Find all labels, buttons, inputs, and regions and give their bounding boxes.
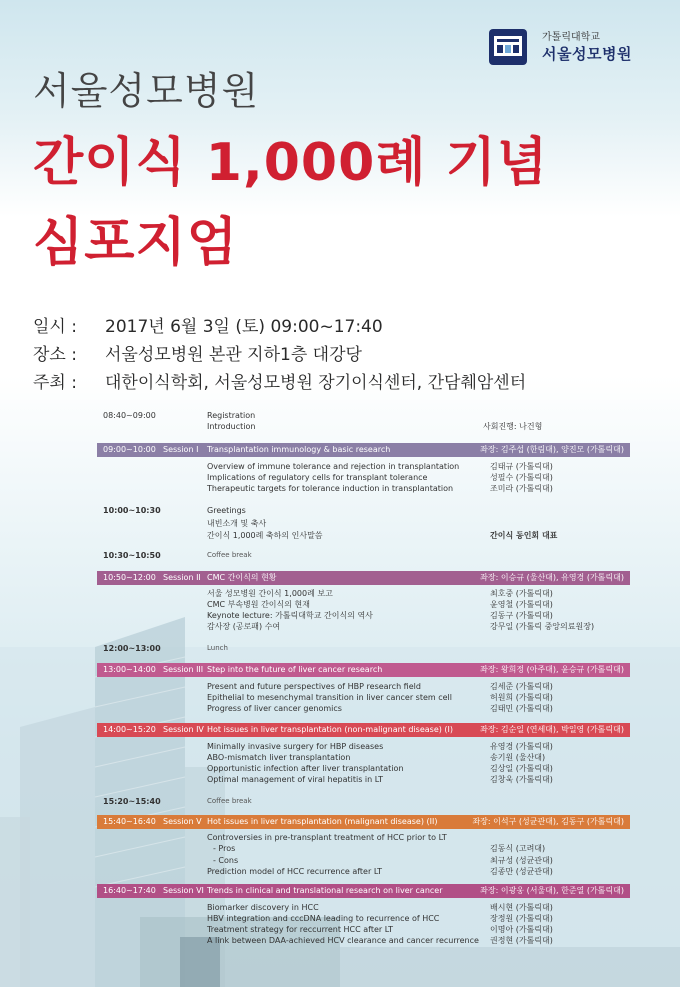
chair: 좌장: 이석구 (성균관대), 김동구 (가톨릭대) <box>472 817 624 826</box>
talk-title: Biomarker discovery in HCC <box>207 903 319 912</box>
speaker: 최호중 (가톨릭대) <box>490 589 553 598</box>
title-main: 간이식 1,000례 기념 <box>33 133 549 193</box>
info-key: 장소 : <box>33 345 77 365</box>
talk-row <box>97 610 630 621</box>
session-title: CMC 간이식의 현황 <box>207 573 277 582</box>
session-title: Trends in clinical and translational research on liver cancer <box>207 886 443 895</box>
talk-row <box>97 855 630 866</box>
session-bar-6 <box>97 884 630 898</box>
talk-title: Optimal management of viral hepatitis in LT <box>207 775 383 784</box>
speaker: 조미라 (가톨릭대) <box>490 484 553 493</box>
talk-row <box>97 843 630 854</box>
talk-row <box>97 703 630 714</box>
talk-row <box>97 599 630 610</box>
time: 12:00~13:00 <box>103 644 161 653</box>
speaker: 김태민 (가톨릭대) <box>490 704 553 713</box>
speaker: 간이식 동인회 대표 <box>490 531 558 540</box>
time: 10:50~12:00 <box>103 573 156 582</box>
talk-title: 감사장 (공로패) 수여 <box>207 622 281 631</box>
info-value: 2017년 6월 3일 (토) 09:00~17:40 <box>105 317 383 337</box>
time: 10:30~10:50 <box>103 551 161 560</box>
session-label: Session V <box>163 817 202 826</box>
session-bar-2 <box>97 571 630 585</box>
item: Lunch <box>207 644 228 652</box>
talk-title: Keynote lecture: 가톨릭대학교 간이식의 역사 <box>207 611 373 620</box>
item: Greetings <box>207 506 246 515</box>
talk-row <box>97 774 630 785</box>
schedule-row <box>97 421 630 432</box>
schedule-table <box>97 0 630 987</box>
schedule-row <box>97 505 630 516</box>
talk-row <box>97 472 630 483</box>
chair: 좌장: 김순일 (연세대), 박일영 (가톨릭대) <box>480 725 624 734</box>
talk-title: Controversies in pre-transplant treatment of HCC prior to LT <box>207 833 447 842</box>
talk-title: Progress of liver cancer genomics <box>207 704 342 713</box>
schedule-row <box>97 410 630 421</box>
session-title: Hot issues in liver transplantation (malignant disease) (II) <box>207 817 438 826</box>
session-title: Transplantation immunology & basic research <box>207 445 391 454</box>
session-label: Session II <box>163 573 201 582</box>
time: 08:40~09:00 <box>103 411 156 420</box>
talk-row <box>97 483 630 494</box>
speaker: 성필수 (가톨릭대) <box>490 473 553 482</box>
info-key: 주최 : <box>33 373 77 393</box>
moderator: 사회진행: 나건형 <box>483 422 543 431</box>
item: 내빈소개 및 축사 <box>207 519 267 528</box>
talk-row <box>97 763 630 774</box>
talk-title: Prediction model of HCC recurrence after LT <box>207 867 383 876</box>
talk-row <box>97 588 630 599</box>
info-value: 대한이식학회, 서울성모병원 장기이식센터, 간담췌암센터 <box>105 373 527 393</box>
speaker: 허원희 (가톨릭대) <box>490 693 553 702</box>
talk-row <box>97 752 630 763</box>
talk-title: Epithelial to mesenchymal transition in liver cancer stem cell <box>207 693 452 702</box>
session-label: Session VI <box>163 886 204 895</box>
speaker: 이명아 (가톨릭대) <box>490 925 553 934</box>
talk-row <box>97 832 630 843</box>
time: 15:40~16:40 <box>103 817 156 826</box>
item: Registration <box>207 411 256 420</box>
speaker: 최규성 (성균관대) <box>490 856 553 865</box>
talk-title: - Pros <box>213 844 236 853</box>
talk-title: Therapeutic targets for tolerance induction in transplantation <box>207 484 454 493</box>
talk-title: A link between DAA-achieved HCV clearance and cancer recurrence <box>207 936 479 945</box>
speaker: 송기원 (울산대) <box>490 753 546 762</box>
chair: 좌장: 이광웅 (서울대), 한준열 (가톨릭대) <box>480 886 624 895</box>
talk-title: Present and future perspectives of HBP research field <box>207 682 421 691</box>
schedule-row <box>97 530 630 541</box>
talk-row <box>97 681 630 692</box>
speaker: 권정현 (가톨릭대) <box>490 936 553 945</box>
speaker: 유영경 (가톨릭대) <box>490 742 553 751</box>
talk-row <box>97 741 630 752</box>
talk-row <box>97 924 630 935</box>
schedule-row <box>97 796 630 807</box>
university-name: 가톨릭대학교 <box>542 32 600 43</box>
schedule-row <box>97 518 630 529</box>
talk-title: - Cons <box>213 856 239 865</box>
session-label: Session IV <box>163 725 204 734</box>
talk-title: Implications of regulatory cells for transplant tolerance <box>207 473 428 482</box>
speaker: 김동구 (가톨릭대) <box>490 611 553 620</box>
speaker: 김종만 (성균관대) <box>490 867 553 876</box>
talk-title: Opportunistic infection after liver transplantation <box>207 764 404 773</box>
talk-row <box>97 935 630 946</box>
talk-row <box>97 692 630 703</box>
session-label: Session I <box>163 445 199 454</box>
session-title: Step into the future of liver cancer research <box>207 665 383 674</box>
chair: 좌장: 이승규 (울산대), 유영경 (가톨릭대) <box>480 573 624 582</box>
chair: 좌장: 김주섭 (한림대), 양진모 (가톨릭대) <box>480 445 624 454</box>
session-bar-1 <box>97 443 630 457</box>
talk-row <box>97 913 630 924</box>
title-symposium: 심포지엄 <box>33 213 238 273</box>
session-title: Hot issues in liver transplantation (non-malignant disease) (I) <box>207 725 453 734</box>
time: 14:00~15:20 <box>103 725 156 734</box>
info-value: 서울성모병원 본관 지하1층 대강당 <box>105 345 362 365</box>
session-bar-3 <box>97 663 630 677</box>
item: Coffee break <box>207 797 252 805</box>
speaker: 장정원 (가톨릭대) <box>490 914 553 923</box>
time: 15:20~15:40 <box>103 797 161 806</box>
speaker: 김세준 (가톨릭대) <box>490 682 553 691</box>
item: 간이식 1,000례 축하의 인사말씀 <box>207 531 323 540</box>
speaker: 김창욱 (가톨릭대) <box>490 775 553 784</box>
schedule-row <box>97 550 630 561</box>
time: 10:00~10:30 <box>103 506 161 515</box>
item: Coffee break <box>207 551 252 559</box>
speaker: 강무일 (가톨릭 중앙의료원장) <box>490 622 595 631</box>
chair: 좌장: 왕희정 (아주대), 윤승규 (가톨릭대) <box>480 665 624 674</box>
talk-title: Overview of immune tolerance and rejection in transplantation <box>207 462 460 471</box>
time: 16:40~17:40 <box>103 886 156 895</box>
talk-title: Treatment strategy for reccurrent HCC after LT <box>207 925 393 934</box>
talk-title: HBV integration and cccDNA leading to recurrence of HCC <box>207 914 440 923</box>
speaker: 김동식 (고려대) <box>490 844 546 853</box>
talk-row <box>97 866 630 877</box>
talk-title: 서울 성모병원 간이식 1,000례 보고 <box>207 589 333 598</box>
speaker: 김상일 (가톨릭대) <box>490 764 553 773</box>
time: 09:00~10:00 <box>103 445 156 454</box>
talk-row <box>97 461 630 472</box>
talk-title: CMC 부속병원 간이식의 현재 <box>207 600 310 609</box>
session-bar-4 <box>97 723 630 737</box>
hospital-name: 서울성모병원 <box>542 45 632 63</box>
speaker: 배시현 (가톨릭대) <box>490 903 553 912</box>
session-bar-5 <box>97 815 630 829</box>
session-label: Session III <box>163 665 204 674</box>
speaker: 윤영철 (가톨릭대) <box>490 600 553 609</box>
title-hospital: 서울성모병원 <box>33 69 260 113</box>
time: 13:00~14:00 <box>103 665 156 674</box>
talk-row <box>97 621 630 632</box>
schedule-row <box>97 643 630 654</box>
info-key: 일시 : <box>33 317 77 337</box>
speaker: 김태규 (가톨릭대) <box>490 462 553 471</box>
talk-row <box>97 902 630 913</box>
item: Introduction <box>207 422 256 431</box>
talk-title: ABO-mismatch liver transplantation <box>207 753 351 762</box>
talk-title: Minimally invasive surgery for HBP diseases <box>207 742 384 751</box>
